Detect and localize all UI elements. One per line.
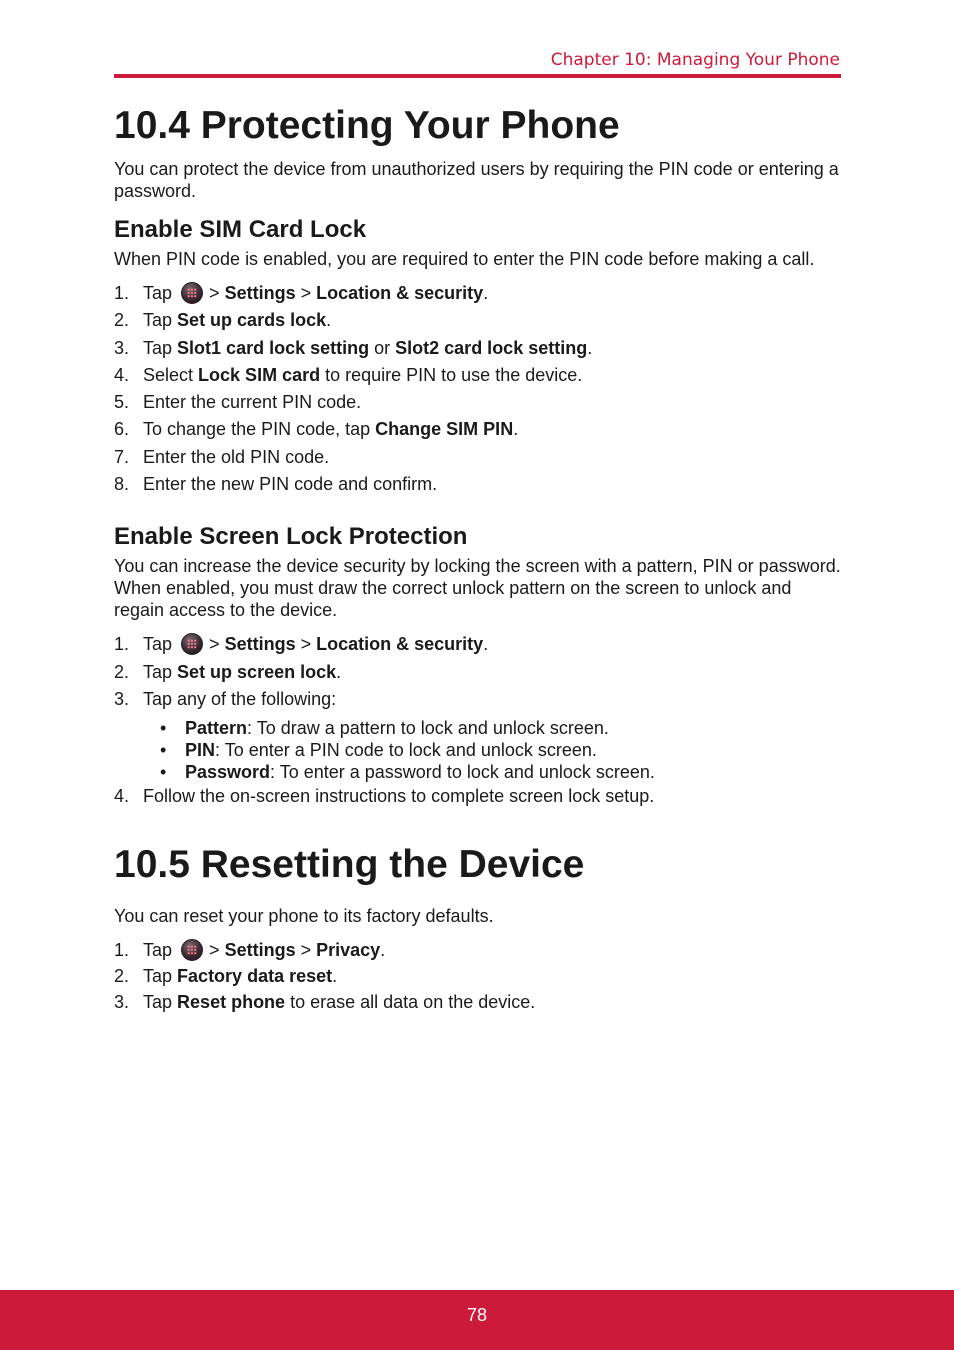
screen-lock-heading: Enable Screen Lock Protection — [114, 523, 468, 551]
list-item: 5. Enter the current PIN code. — [114, 392, 362, 413]
screen-lock-steps — [114, 631, 841, 713]
sim-lock-heading: Enable SIM Card Lock — [114, 216, 367, 243]
page-number: 78 — [466, 1305, 488, 1325]
list-item: 2. Tap Set up cards lock. — [114, 310, 332, 331]
list-item: 4. Follow the on-screen instructions to complete screen lock setup. — [114, 786, 655, 807]
list-item: • Password: To enter a password to lock and unlock screen. — [160, 762, 655, 783]
reset-steps — [114, 937, 841, 1015]
apps-launcher-icon — [181, 633, 203, 655]
header-divider — [114, 74, 841, 78]
list-item: 2. Tap Factory data reset. — [114, 965, 338, 986]
sim-lock-steps — [114, 280, 841, 498]
section-10-5-title: 10.5 Resetting the Device — [114, 842, 585, 886]
list-item: 7. Enter the old PIN code. — [114, 446, 330, 467]
list-item: 8. Enter the new PIN code and confirm. — [114, 474, 438, 495]
section-10-5-intro: You can reset your phone to its factory defaults. — [114, 905, 494, 926]
list-item: 3. Tap Slot1 card lock setting or Slot2 card lock setting. — [114, 337, 593, 358]
list-item: 1. Tap > Settings > Location & security. — [114, 283, 489, 303]
list-item: 6. To change the PIN code, tap Change SIM PIN. — [114, 419, 519, 440]
list-item: • Pattern: To draw a pattern to lock and unlock screen. — [160, 718, 609, 739]
list-item: 4. Select Lock SIM card to require PIN to use the device. — [114, 364, 583, 385]
list-item: 1. Tap > Settings > Privacy. — [114, 939, 386, 960]
list-item: • PIN: To enter a PIN code to lock and unlock screen. — [160, 740, 597, 761]
screen-lock-intro: You can increase the device security by locking the screen with a pattern, PIN or password. When enabled, you must draw the correct unlock pattern on the screen to unlock and regain access to the device. — [114, 556, 841, 621]
screen-lock-steps-continued — [114, 783, 841, 810]
list-item: 2. Tap Set up screen lock. — [114, 661, 342, 682]
section-10-4-intro: You can protect the device from unauthorized users by requiring the PIN code or entering a password. — [114, 159, 839, 201]
page-content — [114, 100, 841, 1015]
list-item: 3. Tap any of the following: — [114, 688, 337, 709]
list-item: 3. Tap Reset phone to erase all data on the device. — [114, 991, 536, 1012]
list-item: 1. Tap > Settings > Location & security. — [114, 634, 489, 655]
chapter-header: Chapter 10: Managing Your Phone — [550, 50, 840, 70]
page-footer — [0, 1290, 954, 1350]
apps-launcher-icon — [181, 282, 203, 304]
apps-launcher-icon — [181, 939, 203, 961]
screen-lock-options — [114, 717, 841, 783]
section-10-4-title: 10.4 Protecting Your Phone — [114, 104, 620, 147]
sim-lock-intro: When PIN code is enabled, you are required to enter the PIN code before making a call. — [114, 249, 815, 269]
